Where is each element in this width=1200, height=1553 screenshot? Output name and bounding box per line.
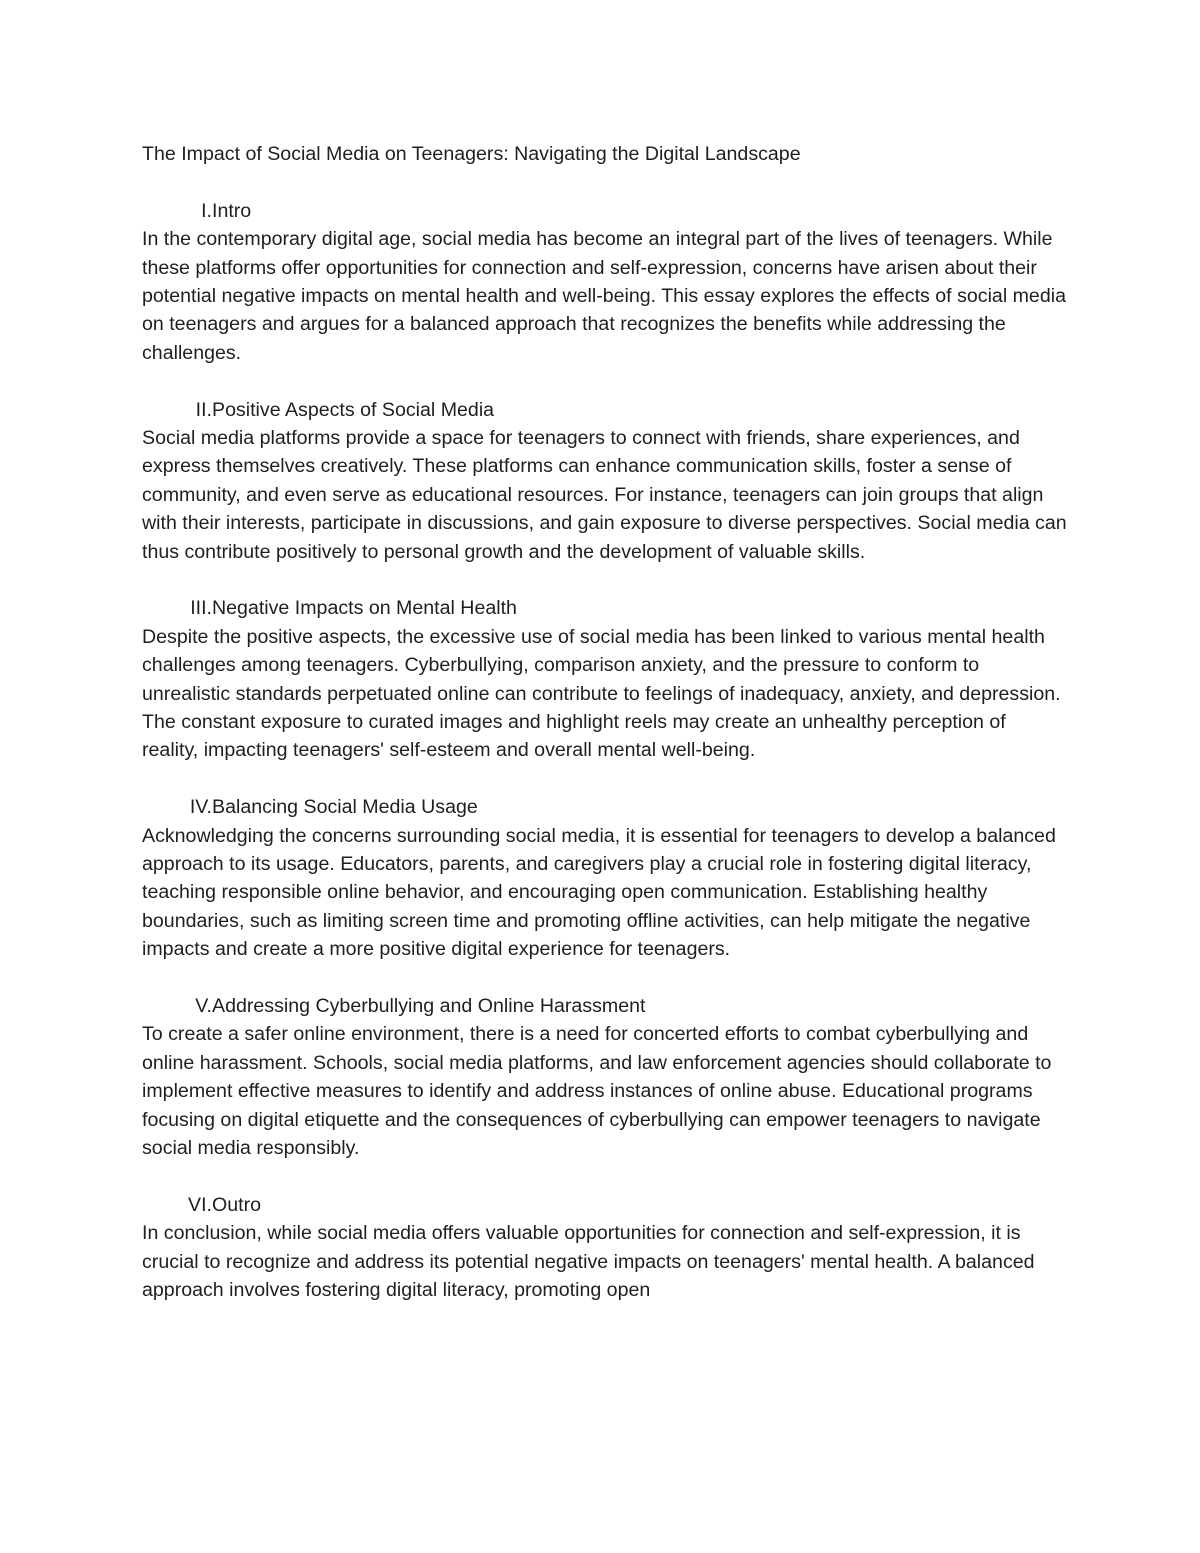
section-heading [142, 992, 1067, 1020]
section-heading-text: Addressing Cyberbullying and Online Harassment [212, 995, 646, 1018]
section-heading-text: Intro [212, 199, 252, 222]
section-heading [142, 1191, 1067, 1219]
section-heading [142, 594, 1067, 622]
section-heading [142, 396, 1067, 424]
document-title: The Impact of Social Media on Teenagers: Navigating the Digital Landscape [142, 143, 801, 165]
section-numeral: V. [195, 995, 212, 1018]
section-negative-impacts [142, 594, 1067, 764]
section-numeral: I. [201, 199, 212, 222]
section-paragraph: Acknowledging the concerns surrounding social media, it is essential for teenagers to develop a balanced approach to its usage. Educators, parents, and caregivers play a crucial role in fostering digital literacy, teaching responsible online behavior, and encouraging open communication. Establishing healthy boundaries, such as limiting screen time and promoting offline activities, can help mitigate the negative impacts and create a more positive digital experience for teenagers. [142, 824, 1056, 961]
section-heading [142, 793, 1067, 821]
section-heading [142, 197, 1067, 225]
section-heading-text: Negative Impacts on Mental Health [212, 597, 517, 620]
section-paragraph: To create a safer online environment, there is a need for concerted efforts to combat cyberbullying and online harassment. Schools, social media platforms, and law enforcement agencies should collaborate to implement effective measures to identify and address instances of online abuse. Educational programs focusing on digital etiquette and the consequences of cyberbullying can empower teenagers to navigate social media responsibly. [142, 1023, 1052, 1160]
document-body [142, 140, 1067, 1333]
section-paragraph: Social media platforms provide a space for teenagers to connect with friends, share experiences, and express themselves creatively. These platforms can enhance communication skills, foster a sense of community, and even serve as educational resources. For instance, teenagers can join groups that align with their interests, participate in discussions, and gain exposure to diverse perspectives. Social media can thus contribute positively to personal growth and the development of valuable skills. [142, 427, 1067, 563]
section-outro [142, 1191, 1067, 1305]
section-paragraph: Despite the positive aspects, the excessive use of social media has been linked to various mental health challenges among teenagers. Cyberbullying, comparison anxiety, and the pressure to conform to unrealistic standards perpetuated online can contribute to feelings of inadequacy, anxiety, and depression. The constant exposure to curated images and highlight reels may create an unhealthy perception of reality, impacting teenagers' self-esteem and overall mental well-being. [142, 625, 1061, 762]
section-paragraph: In the contemporary digital age, social media has become an integral part of the lives of teenagers. While these platforms offer opportunities for connection and self-expression, concerns have arisen about their potential negative impacts on mental health and well-being. This essay explores the effects of social media on teenagers and argues for a balanced approach that recognizes the benefits while addressing the challenges. [142, 228, 1066, 364]
section-numeral: III. [190, 597, 212, 620]
section-numeral: VI. [188, 1193, 212, 1216]
section-cyberbullying [142, 992, 1067, 1162]
section-intro [142, 197, 1067, 367]
section-paragraph: In conclusion, while social media offers valuable opportunities for connection and self-expression, it is crucial to recognize and address its potential negative impacts on teenagers' mental health. A balanced approach involves fostering digital literacy, promoting open [142, 1222, 1035, 1302]
section-heading-text: Positive Aspects of Social Media [212, 398, 495, 421]
section-positive-aspects [142, 396, 1067, 566]
section-heading-text: Outro [212, 1193, 262, 1216]
section-numeral: II. [195, 398, 212, 421]
section-balancing-usage [142, 793, 1067, 963]
section-numeral: IV. [189, 796, 212, 819]
section-heading-text: Balancing Social Media Usage [212, 796, 478, 819]
